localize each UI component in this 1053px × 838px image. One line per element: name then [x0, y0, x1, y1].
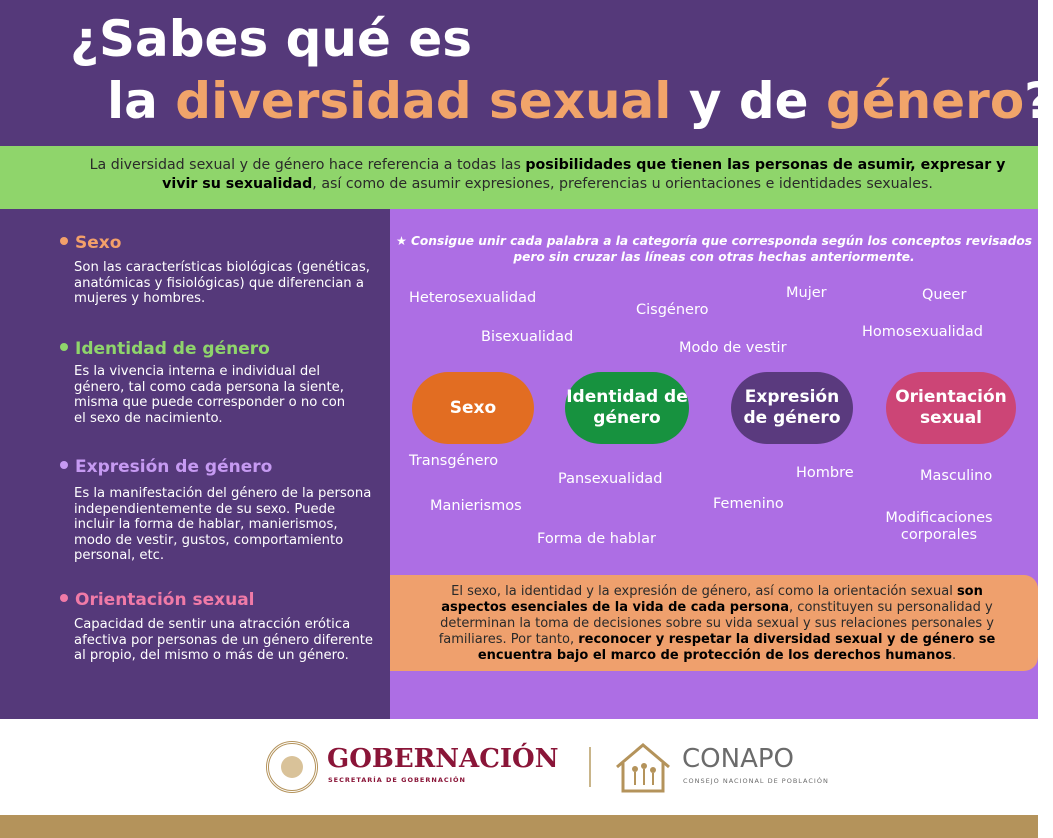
instruction-line: Consigue unir cada palabra a la categoría que corresponda según los conceptos revisados: [410, 234, 1032, 248]
word-modo-de-vestir[interactable]: Modo de vestir: [679, 340, 787, 356]
conapo-subtitle: CONSEJO NACIONAL DE POBLACIÓN: [683, 777, 829, 785]
summary-text: [432, 584, 1002, 664]
definition-title-text: Expresión de género: [75, 457, 273, 477]
word-transgenero[interactable]: Transgénero: [409, 453, 499, 469]
star-icon: ★: [396, 234, 407, 248]
summary-text-bold: son aspectos esenciales de la vida de cada persona: [441, 584, 983, 615]
word-homosexualidad[interactable]: Homosexualidad: [862, 324, 983, 340]
definition-text-identidad: Es la vivencia interna e individual del género, tal como cada persona la siente, misma que puede corresponder o no con el sexo de nacimiento.: [74, 364, 346, 426]
intro-text-part: La diversidad sexual y de género hace referencia a todas las: [89, 157, 526, 173]
instruction-line: pero sin cruzar las líneas con otras hechas anteriormente.: [513, 250, 915, 264]
word-bisexualidad[interactable]: Bisexualidad: [481, 329, 574, 345]
conapo-house-icon: [613, 739, 673, 795]
category-orientacion-sexual[interactable]: Orientación sexual: [886, 372, 1016, 444]
definition-title-orientacion: [60, 590, 255, 610]
title-text: la: [107, 72, 176, 130]
logo-divider: [589, 747, 591, 787]
title-text: y de: [671, 72, 826, 130]
definition-text-sexo: Son las características biológicas (genéticas, anatómicas y fisiológicas) que diferencian a mujeres y hombres.: [74, 260, 370, 307]
bullet-icon: [60, 461, 68, 469]
bullet-icon: [60, 343, 68, 351]
word-mujer[interactable]: Mujer: [786, 285, 827, 301]
category-expresion-de-genero[interactable]: Expresión de género: [731, 372, 853, 444]
page-title-line2: [107, 72, 1053, 130]
word-femenino[interactable]: Femenino: [713, 496, 784, 512]
definition-title-text: Orientación sexual: [75, 590, 255, 610]
definition-title-text: Identidad de género: [75, 339, 270, 359]
header-banner: [0, 0, 1053, 146]
page-title-line1: ¿Sabes qué es: [70, 10, 473, 68]
activity-instruction: [390, 233, 1038, 265]
title-highlight-diversity: diversidad sexual: [175, 72, 672, 130]
word-cisgenero[interactable]: Cisgénero: [636, 302, 709, 318]
intro-text-bold: posibilidades que tienen las personas de asumir, expresar y vivir su sexualidad: [162, 157, 1006, 192]
definition-title-identidad: [60, 339, 270, 359]
word-masculino[interactable]: Masculino: [920, 468, 993, 484]
intro-text-part: , así como de asumir expresiones, preferencias u orientaciones e identidades sexuales.: [312, 176, 933, 192]
summary-text-bold: reconocer y respetar la diversidad sexual y de género se encuentra bajo el marco de protección de los derechos humanos: [477, 632, 996, 663]
bullet-icon: [60, 237, 68, 245]
word-forma-de-hablar[interactable]: Forma de hablar: [537, 531, 656, 547]
definition-text-orientacion: Capacidad de sentir una atracción erótica afectiva por personas de un género diferente al propio, del mismo o más de un género.: [74, 617, 374, 664]
bullet-icon: [60, 594, 68, 602]
word-modificaciones-corporales[interactable]: Modificaciones corporales: [885, 510, 993, 543]
word-manierismos[interactable]: Manierismos: [430, 498, 522, 514]
category-identidad-de-genero[interactable]: Identidad de género: [565, 372, 689, 444]
definition-title-expresion: [60, 457, 272, 477]
summary-box: [390, 575, 1038, 671]
category-sexo[interactable]: Sexo: [412, 372, 534, 444]
national-seal-icon: [266, 741, 318, 793]
summary-text-part: .: [952, 648, 957, 663]
word-pansexualidad[interactable]: Pansexualidad: [558, 471, 663, 487]
definition-title-sexo: [60, 233, 121, 253]
word-queer[interactable]: Queer: [922, 287, 967, 303]
activity-panel: [390, 209, 1038, 719]
footer: [0, 719, 1038, 815]
summary-text-part: El sexo, la identidad y la expresión de género, así como la orientación sexual: [451, 584, 957, 599]
title-highlight-gender: género: [825, 72, 1025, 130]
definition-title-text: Sexo: [75, 233, 122, 253]
gobernacion-logo-text: GOBERNACIÓN: [327, 744, 559, 774]
bottom-bar: [0, 815, 1038, 838]
summary-text-part: , constituyen su personalidad y determinan la toma de decisiones sobre su vida sexual y sus relaciones personales y familiares. Por tanto,: [438, 600, 994, 647]
intro-text: [80, 156, 1015, 194]
definition-text-expresion: Es la manifestación del género de la persona independientemente de su sexo. Puede incluir la forma de hablar, manierismos, modo de vestir, gustos, comportamiento personal, etc.: [74, 486, 372, 564]
gobernacion-subtitle: SECRETARÍA DE GOBERNACIÓN: [328, 776, 466, 784]
intro-band: [0, 146, 1038, 209]
word-heterosexualidad[interactable]: Heterosexualidad: [409, 290, 537, 306]
title-text: ?: [1024, 72, 1053, 130]
conapo-logo-text: CONAPO: [682, 744, 794, 774]
definitions-panel: [0, 209, 390, 719]
word-hombre[interactable]: Hombre: [796, 465, 854, 481]
